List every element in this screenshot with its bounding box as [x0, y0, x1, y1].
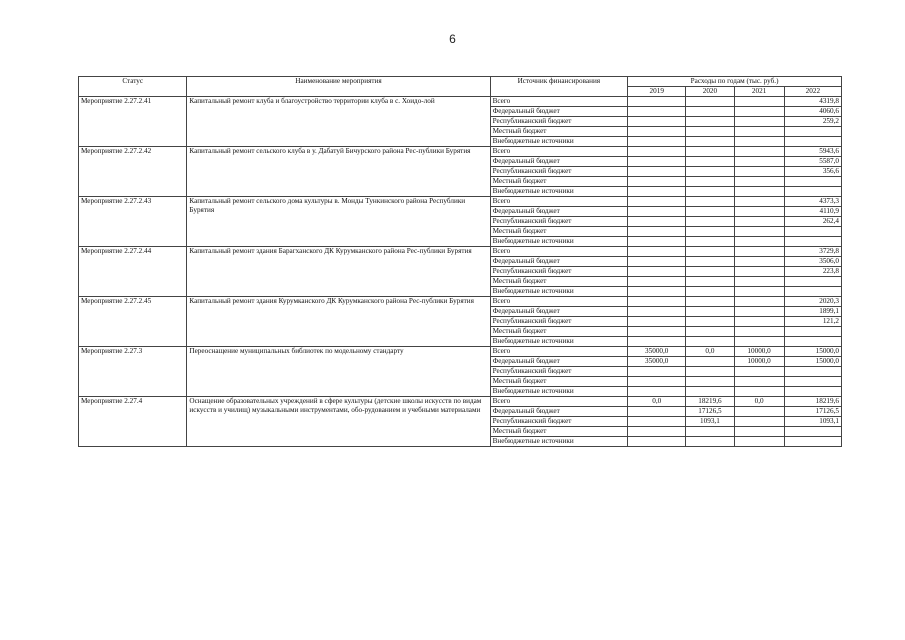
amount-cell: 1899,1 [784, 307, 841, 317]
amount-cell [734, 377, 784, 387]
table-row [79, 297, 842, 307]
amount-cell [686, 377, 734, 387]
amount-cell [734, 107, 784, 117]
amount-cell: 3506,0 [784, 257, 841, 267]
amount-cell [686, 237, 734, 247]
amount-cell: 35000,0 [628, 347, 686, 357]
amount-cell: 2020,3 [784, 297, 841, 307]
funding-source: Всего [490, 97, 628, 107]
amount-cell [734, 237, 784, 247]
amount-cell [784, 287, 841, 297]
table-header [79, 77, 842, 97]
amount-cell: 4319,8 [784, 97, 841, 107]
funding-source: Внебюджетные источники [490, 287, 628, 297]
amount-cell [734, 137, 784, 147]
amount-cell [628, 207, 686, 217]
amount-cell [686, 127, 734, 137]
amount-cell [734, 227, 784, 237]
amount-cell [686, 317, 734, 327]
amount-cell [734, 367, 784, 377]
amount-cell: 121,2 [784, 317, 841, 327]
funding-source: Всего [490, 247, 628, 257]
amount-cell [734, 307, 784, 317]
funding-source: Внебюджетные источники [490, 437, 628, 447]
table-row [79, 197, 842, 207]
amount-cell [628, 327, 686, 337]
amount-cell [734, 277, 784, 287]
funding-source: Всего [490, 347, 628, 357]
funding-source: Республиканский бюджет [490, 117, 628, 127]
amount-cell [686, 267, 734, 277]
amount-cell [734, 267, 784, 277]
funding-source: Всего [490, 147, 628, 157]
amount-cell [784, 387, 841, 397]
funding-source: Республиканский бюджет [490, 267, 628, 277]
amount-cell [628, 247, 686, 257]
amount-cell: 18219,6 [784, 397, 841, 407]
amount-cell [734, 167, 784, 177]
amount-cell [734, 157, 784, 167]
amount-cell [784, 187, 841, 197]
amount-cell [628, 337, 686, 347]
amount-cell [628, 177, 686, 187]
amount-cell [686, 217, 734, 227]
amount-cell [628, 297, 686, 307]
amount-cell: 0,0 [734, 397, 784, 407]
amount-cell: 15000,0 [784, 347, 841, 357]
amount-cell [628, 197, 686, 207]
table-row [79, 147, 842, 157]
header-source: Источник финансирования [490, 77, 628, 97]
amount-cell: 4060,6 [784, 107, 841, 117]
header-year-2020: 2020 [686, 87, 734, 97]
funding-source: Всего [490, 197, 628, 207]
funding-source: Федеральный бюджет [490, 307, 628, 317]
activity-status: Мероприятие 2.27.2.43 [79, 197, 187, 247]
funding-source: Местный бюджет [490, 327, 628, 337]
amount-cell [686, 117, 734, 127]
amount-cell [734, 437, 784, 447]
activity-name: Оснащение образовательных учреждений в сфере культуры (детские школы искусств по видам искусств и училищ) музыкальными инструментами, обо-рудованием и учебными материалами [187, 397, 490, 447]
amount-cell [628, 127, 686, 137]
amount-cell: 10000,0 [734, 357, 784, 367]
amount-cell: 35000,0 [628, 357, 686, 367]
funding-source: Местный бюджет [490, 277, 628, 287]
amount-cell [686, 337, 734, 347]
page-number: 6 [449, 32, 456, 46]
amount-cell [784, 327, 841, 337]
funding-source: Местный бюджет [490, 427, 628, 437]
amount-cell: 15000,0 [784, 357, 841, 367]
amount-cell [734, 287, 784, 297]
amount-cell [734, 187, 784, 197]
amount-cell [686, 107, 734, 117]
activity-name: Капитальный ремонт здания Барагханского ДК Курумканского района Рес-публики Бурятия [187, 247, 490, 297]
amount-cell [686, 97, 734, 107]
amount-cell: 223,8 [784, 267, 841, 277]
activity-name: Капитальный ремонт сельского клуба в у. Дабатуй Бичурского района Рес-публики Бурятия [187, 147, 490, 197]
amount-cell [628, 257, 686, 267]
funding-source: Всего [490, 297, 628, 307]
amount-cell [784, 427, 841, 437]
amount-cell: 17126,5 [686, 407, 734, 417]
amount-cell [686, 387, 734, 397]
amount-cell [734, 147, 784, 157]
amount-cell [784, 367, 841, 377]
amount-cell [628, 277, 686, 287]
header-name: Наименование мероприятия [187, 77, 490, 97]
amount-cell [686, 307, 734, 317]
header-year-2021: 2021 [734, 87, 784, 97]
funding-source: Федеральный бюджет [490, 407, 628, 417]
funding-source: Внебюджетные источники [490, 187, 628, 197]
amount-cell: 259,2 [784, 117, 841, 127]
amount-cell [686, 167, 734, 177]
amount-cell: 356,6 [784, 167, 841, 177]
amount-cell [628, 377, 686, 387]
funding-source: Федеральный бюджет [490, 357, 628, 367]
amount-cell [686, 287, 734, 297]
amount-cell [734, 207, 784, 217]
amount-cell [628, 427, 686, 437]
funding-source: Местный бюджет [490, 177, 628, 187]
amount-cell [628, 307, 686, 317]
amount-cell [734, 387, 784, 397]
activity-name: Капитальный ремонт сельского дома культуры в. Монды Тункинского района Республики Бурятия [187, 197, 490, 247]
amount-cell [628, 137, 686, 147]
amount-cell [784, 277, 841, 287]
funding-source: Местный бюджет [490, 377, 628, 387]
funding-source: Федеральный бюджет [490, 207, 628, 217]
amount-cell [686, 137, 734, 147]
amount-cell [628, 407, 686, 417]
amount-cell [784, 437, 841, 447]
activity-name: Капитальный ремонт клуба и благоустройство территории клуба в с. Хоидо-лой [187, 97, 490, 147]
funding-source: Местный бюджет [490, 227, 628, 237]
amount-cell [734, 257, 784, 267]
header-year-2022: 2022 [784, 87, 841, 97]
amount-cell: 0,0 [628, 397, 686, 407]
amount-cell [628, 267, 686, 277]
amount-cell [784, 227, 841, 237]
amount-cell [628, 187, 686, 197]
funding-source: Республиканский бюджет [490, 367, 628, 377]
amount-cell: 3729,8 [784, 247, 841, 257]
funding-source: Внебюджетные источники [490, 137, 628, 147]
funding-source: Внебюджетные источники [490, 237, 628, 247]
amount-cell [686, 207, 734, 217]
amount-cell [686, 367, 734, 377]
table-row [79, 347, 842, 357]
funding-source: Внебюджетные источники [490, 387, 628, 397]
amount-cell: 10000,0 [734, 347, 784, 357]
amount-cell [628, 437, 686, 447]
table-row [79, 247, 842, 257]
amount-cell [686, 227, 734, 237]
amount-cell [734, 297, 784, 307]
amount-cell [734, 197, 784, 207]
amount-cell [734, 337, 784, 347]
amount-cell [628, 97, 686, 107]
amount-cell [686, 177, 734, 187]
amount-cell [686, 247, 734, 257]
amount-cell [686, 437, 734, 447]
amount-cell: 4110,9 [784, 207, 841, 217]
amount-cell [628, 167, 686, 177]
activity-status: Мероприятие 2.27.4 [79, 397, 187, 447]
amount-cell [628, 417, 686, 427]
funding-source: Республиканский бюджет [490, 167, 628, 177]
amount-cell: 17126,5 [784, 407, 841, 417]
amount-cell [734, 217, 784, 227]
amount-cell [628, 317, 686, 327]
table-row [79, 397, 842, 407]
amount-cell [628, 227, 686, 237]
funding-source: Федеральный бюджет [490, 107, 628, 117]
amount-cell [628, 107, 686, 117]
amount-cell [734, 127, 784, 137]
amount-cell [734, 317, 784, 327]
table-body [79, 97, 842, 447]
amount-cell [628, 117, 686, 127]
header-year-2019: 2019 [628, 87, 686, 97]
amount-cell [628, 147, 686, 157]
header-expenses: Расходы по годам (тыс. руб.) [628, 77, 842, 87]
amount-cell [628, 237, 686, 247]
activity-status: Мероприятие 2.27.2.41 [79, 97, 187, 147]
amount-cell [686, 277, 734, 287]
funding-source: Местный бюджет [490, 127, 628, 137]
funding-source: Всего [490, 397, 628, 407]
amount-cell [734, 327, 784, 337]
budget-table [78, 76, 842, 447]
amount-cell [686, 197, 734, 207]
funding-source: Республиканский бюджет [490, 217, 628, 227]
amount-cell: 1093,1 [784, 417, 841, 427]
funding-source: Республиканский бюджет [490, 417, 628, 427]
amount-cell: 262,4 [784, 217, 841, 227]
amount-cell [686, 257, 734, 267]
amount-cell [784, 137, 841, 147]
funding-source: Федеральный бюджет [490, 157, 628, 167]
amount-cell [734, 417, 784, 427]
amount-cell: 1093,1 [686, 417, 734, 427]
funding-source: Внебюджетные источники [490, 337, 628, 347]
amount-cell [686, 327, 734, 337]
amount-cell [734, 97, 784, 107]
amount-cell [734, 117, 784, 127]
amount-cell [734, 407, 784, 417]
header-status: Статус [79, 77, 187, 97]
amount-cell [628, 287, 686, 297]
activity-name: Капитальный ремонт здания Курумканского ДК Курумканского района Рес-публики Бурятия [187, 297, 490, 347]
amount-cell [784, 337, 841, 347]
activity-status: Мероприятие 2.27.3 [79, 347, 187, 397]
amount-cell: 5943,6 [784, 147, 841, 157]
amount-cell [686, 157, 734, 167]
funding-source: Федеральный бюджет [490, 257, 628, 267]
amount-cell [734, 427, 784, 437]
amount-cell: 0,0 [686, 347, 734, 357]
amount-cell: 4373,3 [784, 197, 841, 207]
amount-cell [784, 177, 841, 187]
amount-cell [734, 177, 784, 187]
amount-cell [686, 297, 734, 307]
funding-source: Республиканский бюджет [490, 317, 628, 327]
table-row [79, 97, 842, 107]
activity-status: Мероприятие 2.27.2.42 [79, 147, 187, 197]
amount-cell [686, 357, 734, 367]
amount-cell [628, 157, 686, 167]
activity-name: Переоснащение муниципальных библиотек по модельному стандарту [187, 347, 490, 397]
activity-status: Мероприятие 2.27.2.44 [79, 247, 187, 297]
amount-cell [734, 247, 784, 257]
amount-cell [628, 217, 686, 227]
amount-cell [686, 147, 734, 157]
amount-cell [784, 237, 841, 247]
amount-cell [784, 127, 841, 137]
activity-status: Мероприятие 2.27.2.45 [79, 297, 187, 347]
amount-cell [686, 187, 734, 197]
amount-cell: 5587,0 [784, 157, 841, 167]
amount-cell [628, 367, 686, 377]
amount-cell [628, 387, 686, 397]
amount-cell [784, 377, 841, 387]
amount-cell [686, 427, 734, 437]
amount-cell: 18219,6 [686, 397, 734, 407]
